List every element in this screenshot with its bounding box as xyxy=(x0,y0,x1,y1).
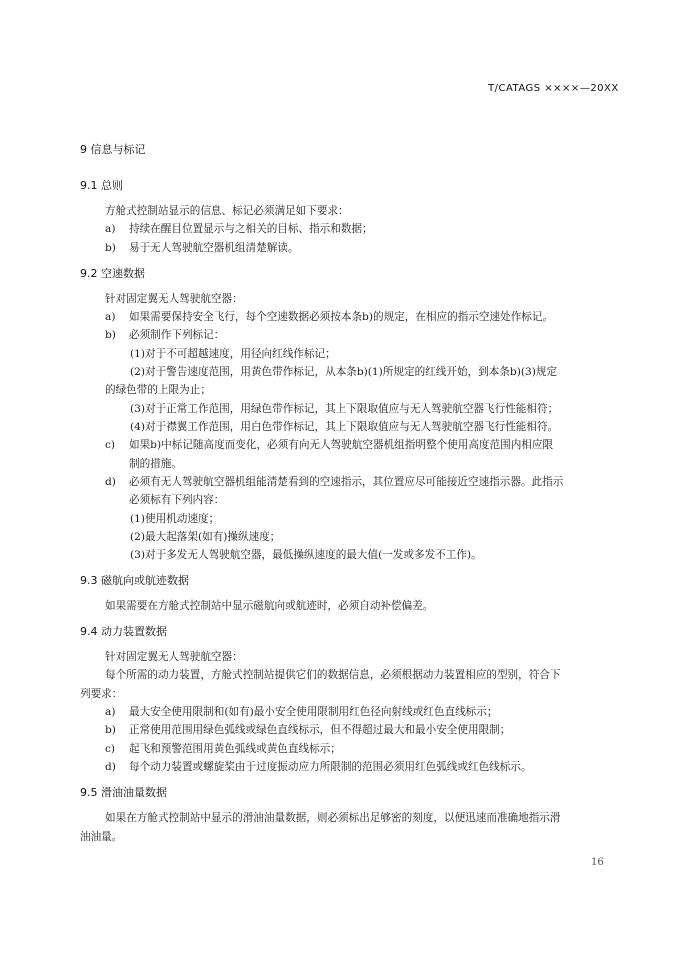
item-label: d) xyxy=(105,761,116,773)
s92-b-sub2-line2: 的绿色带的上限为止； xyxy=(105,384,211,396)
item-text: 每个动力装置或螺旋桨由于过度振动应力所限制的范围必须用红色弧线或红色线标示。 xyxy=(129,761,532,773)
s92-d-sub2: (2)最大起落架(如有)操纵速度； xyxy=(130,531,281,543)
item-label: b) xyxy=(105,724,116,736)
item-text: 起飞和预警范围用黄色弧线或黄色直线标示； xyxy=(129,743,341,755)
heading-9-2: 9.2 空速数据 xyxy=(80,267,145,280)
item-text: 易于无人驾驶航空器机组清楚解读。 xyxy=(129,242,299,254)
s92-c-line2: 制的措施。 xyxy=(129,458,182,470)
s92-b-sub4: (4)对于襟翼工作范围，用白色带作标记，其上下限取值应与无人驾驶航空器飞行性能相符。 xyxy=(130,421,559,433)
item-label: a) xyxy=(105,311,116,323)
s95-line1: 如果在方舱式控制站中显示的滑油油量数据，则必须标出足够密的刻度，以便迅速而准确地指示滑 xyxy=(105,812,561,824)
s92-intro: 针对固定翼无人驾驶航空器： xyxy=(105,293,243,305)
item-text: 如果需要保持安全飞行，每个空速数据必须按本条b)的规定，在相应的指示空速处作标记。 xyxy=(129,311,554,323)
section-title: 9 信息与标记 xyxy=(80,143,146,156)
s94-item-a xyxy=(105,704,497,719)
document-code: T/CATAGS ××××—20XX xyxy=(488,83,619,94)
item-label: c) xyxy=(105,439,116,451)
s92-b-sub3: (3)对于正常工作范围，用绿色带作标记，其上下限取值应与无人驾驶航空器飞行性能相符； xyxy=(130,403,559,415)
item-text: 必须有无人驾驶航空器机组能清楚看到的空速指示，其位置应尽可能接近空速指示器。此指示 xyxy=(129,476,564,488)
item-label: a) xyxy=(105,706,116,718)
s92-item-c xyxy=(105,437,553,452)
item-label: b) xyxy=(105,242,116,254)
s92-item-a xyxy=(105,309,553,324)
heading-9-3: 9.3 磁航向或航迹数据 xyxy=(80,574,189,587)
s92-item-b xyxy=(105,327,224,342)
heading-9-5: 9.5 滑油油量数据 xyxy=(80,786,167,799)
item-text: 必须制作下列标记： xyxy=(129,329,225,341)
s94-item-c xyxy=(105,741,341,756)
item-label: c) xyxy=(105,743,116,755)
s92-item-d xyxy=(105,474,563,489)
s94-para-line1: 每个所需的动力装置，方舱式控制站提供它们的数据信息，必须根据动力装置相应的型别，符合下 xyxy=(105,669,561,681)
s92-d-sub1: (1)使用机动速度； xyxy=(130,513,220,525)
item-text: 如果b)中标记随高度而变化，必须有向无人驾驶航空器机组指明整个使用高度范围内相应限 xyxy=(129,439,554,451)
heading-9-4: 9.4 动力装置数据 xyxy=(80,625,167,638)
item-text: 持续在醒目位置显示与之相关的目标、指示和数据； xyxy=(129,223,373,235)
item-label: d) xyxy=(105,476,116,488)
s92-b-sub1: (1)对于不可超越速度，用径向红线作标记； xyxy=(130,348,336,360)
s94-para-line2: 列要求： xyxy=(80,688,123,700)
heading-9-1: 9.1 总则 xyxy=(80,179,123,192)
item-text: 正常使用范围用绿色弧线或绿色直线标示，但不得超过最大和最小安全使用限制； xyxy=(129,724,511,736)
s91-item-b xyxy=(105,240,299,255)
s94-item-b xyxy=(105,722,510,737)
s91-intro: 方舱式控制站显示的信息、标记必须满足如下要求： xyxy=(105,205,349,217)
page-number: 16 xyxy=(591,857,604,868)
s91-item-a xyxy=(105,221,373,236)
s94-intro: 针对固定翼无人驾驶航空器： xyxy=(105,651,243,663)
item-label: a) xyxy=(105,223,116,235)
s93-text: 如果需要在方舱式控制站中显示磁航向或航迹时，必须自动补偿偏差。 xyxy=(105,600,434,612)
s92-d-line2: 必须标有下列内容： xyxy=(129,494,225,506)
s92-b-sub2-line1: (2)对于警告速度范围，用黄色带作标记，从本条b)(1)所规定的红线开始，到本条b)(3)规定 xyxy=(130,366,558,378)
s95-line2: 油油量。 xyxy=(80,831,123,843)
item-text: 最大安全使用限制和(如有)最小安全使用限制用红色径向射线或红色直线标示； xyxy=(129,706,498,718)
item-label: b) xyxy=(105,329,116,341)
s92-d-sub3: (3)对于多发无人驾驶航空器，最低操纵速度的最大值(一发或多发不工作)。 xyxy=(130,549,482,561)
s94-item-d xyxy=(105,759,532,774)
